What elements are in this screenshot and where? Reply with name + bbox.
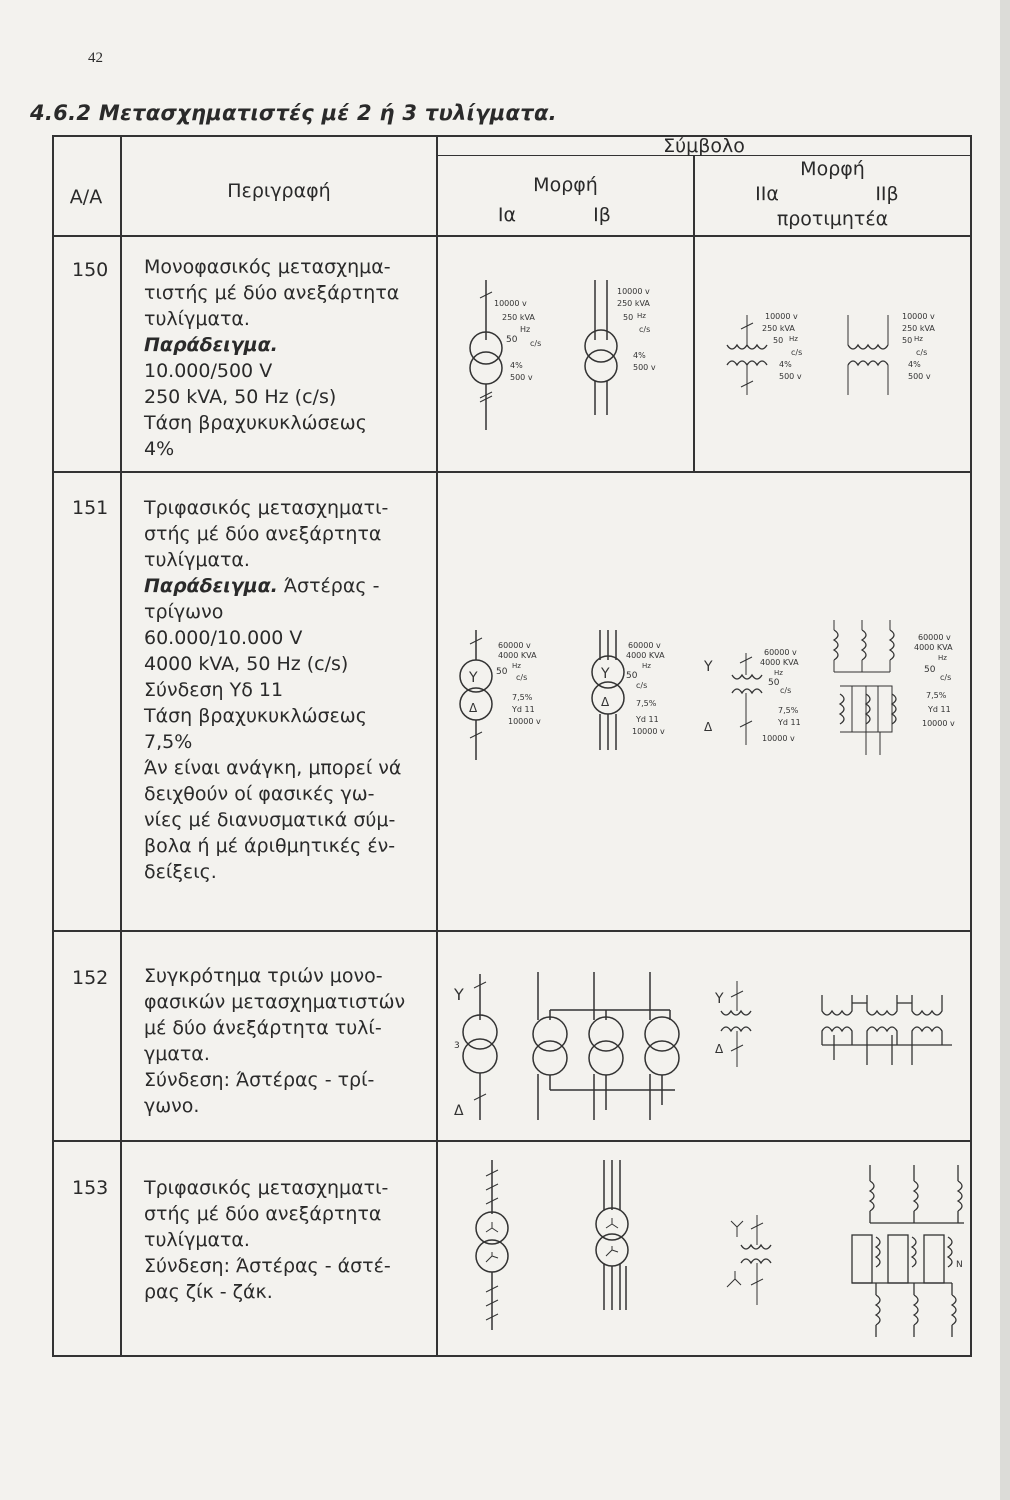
svg-text:Hz: Hz xyxy=(642,662,651,670)
row-151-symbol-iib xyxy=(822,620,967,760)
row-151-description: Τριφασικός μετασχηματι- στής μέ δύο ανεξάρτητα τυλίγματα. Παράδειγμα. Άστέρας - τρίγωνο 60.000/10.000 V 4000 kVA, 50 Hz (c/s) Σύνδεση Υδ 11 Τάση βραχυκυκλώσεως 7,5% Άν είναι ανάγκη, μπορεί νά δειχθούν οί φασικές γω- νίες μέ διανυσματικά σύμ- βολα ή μέ άριθμητικές έν- δείξεις. xyxy=(144,497,402,883)
svg-text:60000 v: 60000 v xyxy=(764,648,797,657)
svg-text:50: 50 xyxy=(496,667,508,677)
header-form-iib: ΙΙβ xyxy=(875,183,899,205)
svg-text:Δ: Δ xyxy=(715,1042,724,1056)
row-153-symbol-ib xyxy=(582,1160,662,1320)
header-aa: Α/Α xyxy=(69,186,103,208)
svg-text:c/s: c/s xyxy=(639,325,651,334)
svg-text:Y: Y xyxy=(454,985,464,1004)
section-title: 4.6.2 Μετασχηματιστές μέ 2 ή 3 τυλίγματα. xyxy=(30,101,557,125)
svg-text:N: N xyxy=(956,1260,963,1270)
svg-text:Hz: Hz xyxy=(520,325,531,334)
row-150-description: Μονοφασικός μετασχημα- τιστής μέ δύο ανεξάρτητα τυλίγματα. Παράδειγμα. 10.000/500 V 250 kVA, 50 Hz (c/s) Τάση βραχυκυκλώσεως 4% xyxy=(144,256,400,460)
svg-text:7,5%: 7,5% xyxy=(512,693,533,702)
svg-text:Hz: Hz xyxy=(914,335,923,343)
svg-text:250 kVA: 250 kVA xyxy=(902,324,935,333)
svg-text:Y: Y xyxy=(601,666,610,682)
svg-text:c/s: c/s xyxy=(516,673,528,682)
svg-text:Δ: Δ xyxy=(704,720,713,734)
svg-text:Hz: Hz xyxy=(938,654,947,662)
svg-text:Hz: Hz xyxy=(512,662,521,670)
svg-text:250 kVA: 250 kVA xyxy=(502,313,535,322)
header-form-ii-preferred: προτιμητέα xyxy=(776,208,889,230)
svg-text:c/s: c/s xyxy=(530,339,542,348)
header-form-iia: ΙΙα xyxy=(755,183,779,205)
svg-text:500 v: 500 v xyxy=(779,372,802,381)
svg-text:Δ: Δ xyxy=(454,1103,464,1119)
row-153-description: Τριφασικός μετασχηματι- στής μέ δύο ανεξάρτητα τυλίγματα. Σύνδεση: Άστέρας - άστέ- ρας ζίκ - ζάκ. xyxy=(144,1177,391,1303)
svg-text:Hz: Hz xyxy=(774,669,783,677)
svg-text:50: 50 xyxy=(924,665,936,675)
svg-text:Δ: Δ xyxy=(469,701,478,715)
svg-text:c/s: c/s xyxy=(791,348,803,357)
svg-text:50: 50 xyxy=(626,671,638,681)
svg-text:Yd 11: Yd 11 xyxy=(778,718,801,727)
svg-text:10000 v: 10000 v xyxy=(617,287,650,296)
svg-text:500 v: 500 v xyxy=(908,372,931,381)
svg-text:c/s: c/s xyxy=(940,673,952,682)
svg-text:50: 50 xyxy=(623,313,634,322)
header-form-ii: Μορφή xyxy=(800,158,865,180)
svg-text:3: 3 xyxy=(454,1041,460,1051)
svg-text:10000 v: 10000 v xyxy=(508,717,541,726)
row-152-symbol-iia xyxy=(707,975,797,1085)
svg-text:Hz: Hz xyxy=(789,335,798,343)
svg-text:7,5%: 7,5% xyxy=(778,706,799,715)
row-153-number: 153 xyxy=(72,1177,109,1199)
svg-text:10000 v: 10000 v xyxy=(632,727,665,736)
row-152-symbol-iib xyxy=(812,975,962,1085)
header-form-ia: Ια xyxy=(497,204,517,226)
row-151-number: 151 xyxy=(72,497,109,519)
row-152-description: Συγκρότημα τριών μονο- φασικών μετασχηματιστών μέ δύο άνεξάρτητα τυλί- γματα. Σύνδεση: Άστέρας - τρί- γωνο. xyxy=(144,965,406,1117)
page-edge xyxy=(1000,0,1010,1500)
row-152-symbol-i xyxy=(450,970,695,1130)
svg-text:50: 50 xyxy=(902,336,913,345)
svg-text:4%: 4% xyxy=(510,361,523,370)
svg-text:Yd 11: Yd 11 xyxy=(512,705,535,714)
svg-text:500 v: 500 v xyxy=(633,363,656,372)
svg-text:c/s: c/s xyxy=(916,348,928,357)
svg-text:Y: Y xyxy=(715,991,724,1007)
svg-text:60000 v: 60000 v xyxy=(628,641,661,650)
svg-text:4%: 4% xyxy=(779,360,792,369)
row-150-symbol-ia xyxy=(452,280,562,440)
svg-text:7,5%: 7,5% xyxy=(926,691,947,700)
svg-text:50: 50 xyxy=(506,335,518,345)
row-151-symbol-ia xyxy=(452,630,562,780)
row-152-number: 152 xyxy=(72,967,109,989)
svg-text:50: 50 xyxy=(773,336,784,345)
svg-text:c/s: c/s xyxy=(780,686,792,695)
svg-text:Yd 11: Yd 11 xyxy=(928,705,951,714)
svg-text:10000 v: 10000 v xyxy=(762,734,795,743)
row-150-symbol-iib xyxy=(832,295,962,415)
svg-text:10000 v: 10000 v xyxy=(922,719,955,728)
row-153-symbol-ia xyxy=(462,1160,542,1340)
svg-text:10000 v: 10000 v xyxy=(902,312,935,321)
svg-text:50: 50 xyxy=(768,678,780,688)
svg-text:250 kVA: 250 kVA xyxy=(617,299,650,308)
svg-text:4000 KVA: 4000 KVA xyxy=(498,651,537,660)
header-form-ib: Ιβ xyxy=(593,204,611,226)
svg-text:4%: 4% xyxy=(908,360,921,369)
svg-text:Hz: Hz xyxy=(637,312,646,320)
row-153-symbol-iia xyxy=(717,1215,807,1325)
svg-text:Δ: Δ xyxy=(601,695,610,709)
svg-text:4000 KVA: 4000 KVA xyxy=(760,658,799,667)
svg-text:60000 v: 60000 v xyxy=(498,641,531,650)
svg-text:Yd 11: Yd 11 xyxy=(636,715,659,724)
header-description: Περιγραφή xyxy=(227,180,331,202)
svg-text:c/s: c/s xyxy=(636,681,648,690)
svg-text:60000 v: 60000 v xyxy=(918,633,951,642)
svg-text:10000 v: 10000 v xyxy=(494,299,527,308)
symbols-table xyxy=(52,135,972,1357)
svg-text:Y: Y xyxy=(469,670,478,686)
row-150-symbol-iia xyxy=(707,295,832,415)
row-153-symbol-iib xyxy=(832,1165,967,1340)
svg-text:7,5%: 7,5% xyxy=(636,699,657,708)
header-form-i: Μορφή xyxy=(533,174,598,196)
svg-text:10000 v: 10000 v xyxy=(765,312,798,321)
svg-text:Y: Y xyxy=(704,659,713,675)
row-151-symbol-ib xyxy=(570,630,680,780)
page-number: 42 xyxy=(88,50,103,66)
svg-text:4000 KVA: 4000 KVA xyxy=(914,643,953,652)
row-150-symbol-ib xyxy=(567,280,677,440)
svg-text:250 kVA: 250 kVA xyxy=(762,324,795,333)
row-151-symbol-iia xyxy=(702,635,832,765)
header-symbol: Σύμβολο xyxy=(663,135,745,157)
svg-text:500 v: 500 v xyxy=(510,373,533,382)
svg-text:4%: 4% xyxy=(633,351,646,360)
row-150-number: 150 xyxy=(72,259,109,281)
svg-text:4000 KVA: 4000 KVA xyxy=(626,651,665,660)
